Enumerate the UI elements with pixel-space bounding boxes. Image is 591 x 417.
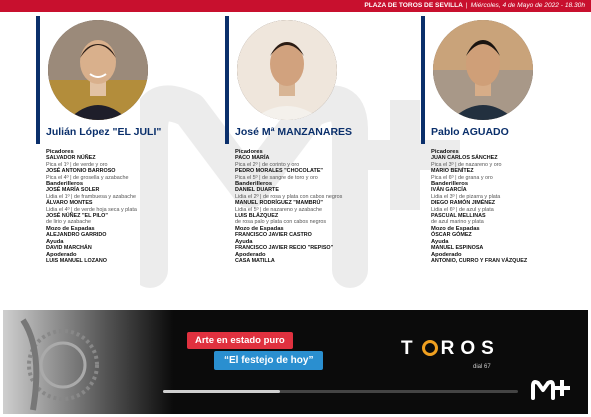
person-name: ALEJANDRO GARRIDO [46,232,107,239]
section-title: Mozo de Espadas [431,225,480,232]
torero-name: Pablo AGUADO [431,126,509,138]
person-name: ANTONIO, CURRO Y FRAN VÁZQUEZ [431,257,528,264]
person-detail: Pica el 6º | de grana y oro [431,174,493,181]
torero-costume-image [3,310,173,414]
person-name: JUAN CARLOS SÁNCHEZ [431,155,498,162]
section-apoderado [235,252,403,265]
person-detail: Lidia el 6º | de azul y plata [431,206,494,213]
section-title: Apoderado [46,251,77,258]
person-detail: Pica el 2º | de corinto y oro [235,161,300,168]
torero-column-1 [36,16,214,306]
person-name: IVÁN GARCÍA [431,187,467,194]
section-apoderado [46,252,214,265]
section-title: Apoderado [235,251,266,258]
section-mozo-de-espadas [431,226,591,239]
portrait-illustration [237,20,337,120]
person-detail: Lidia el 5º | de nazareno y azabache [235,206,322,213]
section-picadores [235,149,403,181]
section-title: Banderilleros [431,181,469,188]
person-name: ÁLVARO MONTES [46,200,93,207]
cuadrilla-list [235,149,403,264]
person-name: PASCUAL MELLINAS [431,213,486,220]
person-detail: Lidia el 4º | de verde hoja seca y plata [46,206,137,213]
person-detail: de lirio y azabache [46,219,91,226]
person-name: DANIEL DUARTE [235,187,279,194]
section-apoderado [431,252,591,265]
section-title: Picadores [46,149,74,155]
section-banderilleros [235,181,403,226]
person-detail: de rosa palo y plata con cabos negros [235,219,327,226]
section-mozo-de-espadas [46,226,214,239]
person-name: JOSÉ MARÍA SOLER [46,187,100,194]
portrait-illustration [48,20,148,120]
promo-tagline: Arte en estado puro [187,332,293,349]
person-detail: Lidia el 3º | de pizarra y plata [431,193,501,200]
video-progress-bar[interactable] [163,390,518,393]
person-name: DAVID MARCHÁN [46,245,92,252]
section-ayuda [46,239,214,252]
person-name: PACO MARÍA [235,155,270,162]
person-name: PEDRO MORALES "CHOCOLATE" [235,168,323,175]
header-separator: | [465,2,468,9]
person-name: LUIS MANUEL LOZANO [46,257,107,264]
person-detail: Lidia el 2º | de rosa y plata con cabos negros [235,193,343,200]
person-name: JOSÉ NÚÑEZ "EL PILO" [46,213,108,220]
portrait-illustration [433,20,533,120]
channel-dial: dial 67 [473,364,491,370]
logo-letters: ROS [440,338,500,359]
cuadrilla-list [431,149,591,264]
video-progress-fill [163,390,280,393]
section-picadores [46,149,214,181]
person-name: MARIO BENÍTEZ [431,168,474,175]
section-ayuda [235,239,403,252]
person-name: LUIS BLÁZQUEZ [235,213,279,220]
torero-column-3 [421,16,591,306]
column-accent-line [225,16,229,144]
person-name: CASA MATILLA [235,257,275,264]
person-detail: Pica el 4º | de grosella y azabache [46,174,129,181]
person-detail: Pica el 1º | de verde y oro [46,161,108,168]
section-title: Ayuda [235,238,253,245]
section-title: Banderilleros [235,181,273,188]
person-name: MANUEL RODRÍGUEZ "MAMBRÚ" [235,200,323,207]
section-title: Mozo de Espadas [235,225,284,232]
section-title: Ayuda [431,238,449,245]
section-banderilleros [46,181,214,226]
torero-photo [237,20,337,120]
section-title: Mozo de Espadas [46,225,95,232]
section-banderilleros [431,181,591,226]
promo-banner [3,310,588,414]
person-detail: de azul marino y plata [431,219,484,226]
torero-name: Julián López "EL JULI" [46,126,162,138]
cuadrilla-list [46,149,214,264]
event-date: Miércoles, 4 de Mayo de 2022 - 18.30h [470,2,585,9]
toros-ring-icon [422,340,438,356]
section-title: Picadores [431,149,459,155]
toros-logo [401,338,500,360]
logo-letter: T [401,338,419,359]
person-name: JOSÉ ANTONIO BARROSO [46,168,116,175]
person-detail: Pica el 5º | de sangre de toro y oro [235,174,318,181]
program-title: “El festejo de hoy” [214,351,323,370]
section-title: Picadores [235,149,263,155]
torero-name: José Mª MANZANARES [235,126,353,138]
person-name: ÓSCAR GÓMEZ [431,232,472,239]
section-title: Ayuda [46,238,64,245]
column-accent-line [421,16,425,144]
movistar-plus-logo-icon [531,376,571,402]
section-picadores [431,149,591,181]
person-name: SALVADOR NÚÑEZ [46,155,96,162]
person-name: MANUEL ESPINOSA [431,245,484,252]
section-mozo-de-espadas [235,226,403,239]
section-ayuda [431,239,591,252]
person-name: FRANCISCO JAVIER CASTRO [235,232,312,239]
torero-photo [48,20,148,120]
torero-column-2 [225,16,403,306]
section-title: Apoderado [431,251,462,258]
venue-name: PLAZA DE TOROS DE SEVILLA [364,2,463,9]
person-detail: Lidia el 1º | de frambuesa y azabache [46,193,136,200]
top-info-bar [0,0,591,12]
person-detail: Pica el 3º | de nazareno y oro [431,161,502,168]
torero-photo [433,20,533,120]
person-name: DIEGO RAMÓN JIMÉNEZ [431,200,496,207]
section-title: Banderilleros [46,181,84,188]
person-name: FRANCISCO JAVIER RECIO "REPISO" [235,245,334,252]
column-accent-line [36,16,40,144]
